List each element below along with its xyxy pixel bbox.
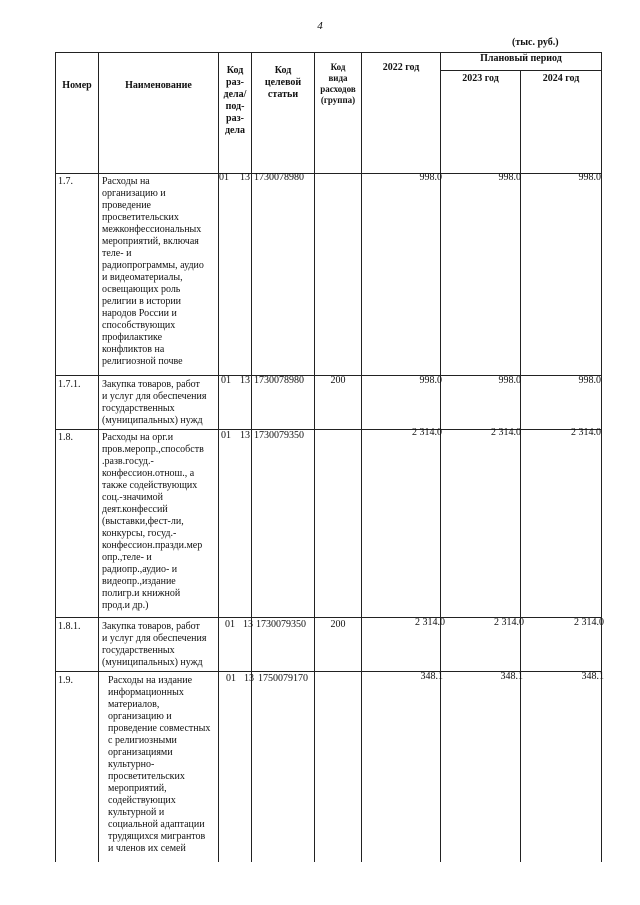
row-name: Расходы на организацию и проведение просветительских межконфессиональных мероприятий, включая теле- и радиопрограммы, аудио и видеоматериалы, освещающих роль религии в истории народов России и способствующих профилактике конфликтов на религиозной почве (102, 176, 204, 367)
row-name: Закупка товаров, работ и услуг для обеспечения государственных (муниципальных) нужд (102, 621, 207, 668)
row-celevaya-statya: 1750079170 (258, 673, 308, 684)
column-divider (98, 52, 99, 862)
row-value-2023: 998.0 (498, 375, 521, 386)
row-value-2022: 2 314.0 (415, 617, 445, 628)
header-nomer: Номер (62, 80, 92, 91)
row-name: Расходы на издание информационных материалов, организацию и проведение совместных с религиозными организациями культурно- просветительских мероприятий, содействующих культурной и социальной адаптации трудящихся мигрантов и членов их семей (108, 675, 211, 854)
row-value-2022: 998.0 (419, 375, 442, 386)
header-naimenovanie: Наименование (125, 80, 192, 91)
table-left-border (55, 52, 56, 862)
row-razdel: 01 (226, 673, 236, 684)
row-number: 1.8.1. (58, 621, 81, 632)
row-value-2022: 348.1 (420, 671, 443, 682)
column-divider (520, 70, 521, 862)
row-podrazdel: 13 (240, 430, 250, 441)
row-podrazdel: 13 (240, 172, 250, 183)
header-planned-period: Плановый период (480, 53, 562, 64)
row-celevaya-statya: 1730078980 (254, 375, 304, 386)
row-value-2024: 348.1 (581, 671, 604, 682)
table-right-border (601, 52, 602, 862)
row-value-2024: 998.0 (578, 375, 601, 386)
row-podrazdel: 13 (244, 673, 254, 684)
row-celevaya-statya: 1730079350 (256, 619, 306, 630)
row-vid-rashodov: 200 (330, 619, 346, 630)
header-kod-razdela: Код раз- дела/ под- раз- дела (223, 65, 247, 136)
row-value-2024: 2 314.0 (571, 427, 601, 438)
row-value-2023: 348.1 (500, 671, 523, 682)
row-podrazdel: 13 (240, 375, 250, 386)
row-number: 1.8. (58, 432, 73, 443)
header-kod-celevoi-stati: Код целевой статьи (264, 65, 302, 100)
row-value-2022: 998.0 (419, 172, 442, 183)
row-value-2022: 2 314.0 (412, 427, 442, 438)
row-celevaya-statya: 1730078980 (254, 172, 304, 183)
header-year-2024: 2024 год (542, 73, 580, 84)
row-value-2023: 998.0 (498, 172, 521, 183)
row-value-2024: 998.0 (578, 172, 601, 183)
row-number: 1.7. (58, 176, 73, 187)
column-divider (314, 52, 315, 862)
row-value-2024: 2 314.0 (574, 617, 604, 628)
row-razdel: 01 (221, 430, 231, 441)
row-vid-rashodov: 200 (330, 375, 346, 386)
header-year-2022: 2022 год (382, 62, 420, 73)
row-razdel: 01 (221, 375, 231, 386)
row-name: Расходы на орг.и пров.меропр.,способств .разв.госуд.- конфессион.отнош., а также содействующих соц.-значимой деят.конфессий (выставки,фест-ли, конкурсы, госуд.- конфессион.празди.мер опр.,теле- и радиопр.,аудио- и видеопр.,издание полигр.и книжной прод.и др.) (102, 432, 204, 611)
row-celevaya-statya: 1730079350 (254, 430, 304, 441)
row-value-2023: 2 314.0 (491, 427, 521, 438)
row-name: Закупка товаров, работ и услуг для обеспечения государственных (муниципальных) нужд (102, 379, 207, 426)
page-number: 4 (317, 20, 323, 32)
row-number: 1.7.1. (58, 379, 81, 390)
header-kod-vida-rashodov: Код вида расходов (группа) (320, 62, 356, 105)
row-razdel: 01 (225, 619, 235, 630)
header-year-2023: 2023 год (462, 73, 499, 84)
row-value-2023: 2 314.0 (494, 617, 524, 628)
row-razdel: 01 (219, 172, 229, 183)
row-podrazdel: 13 (243, 619, 253, 630)
column-divider (251, 52, 252, 862)
units-label: (тыс. руб.) (512, 37, 559, 48)
row-number: 1.9. (58, 675, 73, 686)
